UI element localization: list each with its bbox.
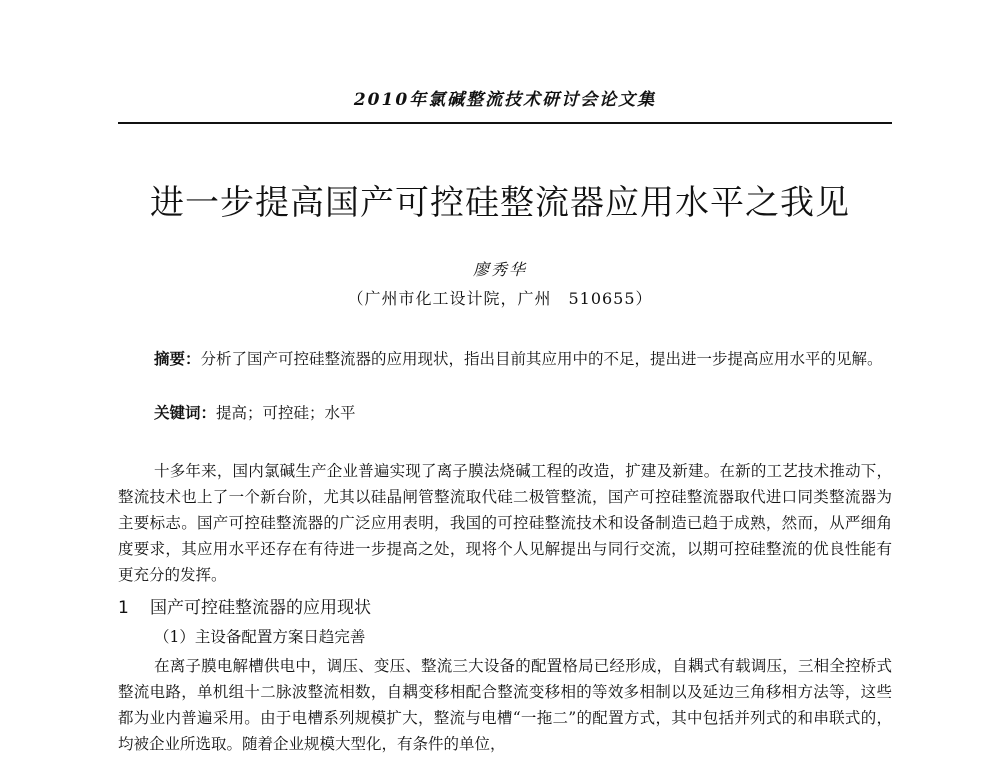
keywords [154,399,854,427]
author-affiliation: （广州市化工设计院，广州 510655） [347,289,653,308]
subsection-heading: （1）主设备配置方案日趋完善 [154,628,366,646]
body-paragraph: 在离子膜电解槽供电中，调压、变压、整流三大设备的配置格局已经形成，自耦式有载调压，三相全控桥式整流电路，单机组十二脉波整流相数，自耦变移相配合整流变移相的等效多相制以及延边三角移相方法等，这些都为业内普遍采用。由于电槽系列规模扩大，整流与电槽“一拖二”的配置方式，其中包括并列式的和串联式的，均被企业所选取。随着企业规模大型化，有条件的单位， [118,657,892,753]
abstract-text: 分析了国产可控硅整流器的应用现状，指出目前其应用中的不足，提出进一步提高应用水平的见解。 [200,350,883,368]
section-title: 国产可控硅整流器的应用现状 [150,598,371,618]
author-name: 廖秀华 [472,260,527,279]
keywords-text: 提高；可控硅；水平 [216,404,356,422]
abstract-label: 摘要： [154,349,201,368]
section-heading [118,595,892,621]
running-head: 2010年氯碱整流技术研讨会论文集 [353,90,657,110]
header-rule [118,122,892,124]
section-number: 1 [118,598,129,618]
abstract [118,345,892,373]
intro-paragraph: 十多年来，国内氯碱生产企业普遍实现了离子膜法烧碱工程的改造，扩建及新建。在新的工艺技术推动下，整流技术也上了一个新台阶，尤其以硅晶闸管整流取代硅二极管整流，国产可控硅整流器取代进口同类整流器为主要标志。国产可控硅整流器的广泛应用表明，我国的可控硅整流技术和设备制造已趋于成熟，然而，从严细角度要求，其应用水平还存在有待进一步提高之处，现将个人见解提出与同行交流，以期可控硅整流的优良性能有更充分的发挥。 [118,462,892,584]
paper-title: 进一步提高国产可控硅整流器应用水平之我见 [150,183,850,223]
keywords-label: 关键词： [154,403,217,422]
